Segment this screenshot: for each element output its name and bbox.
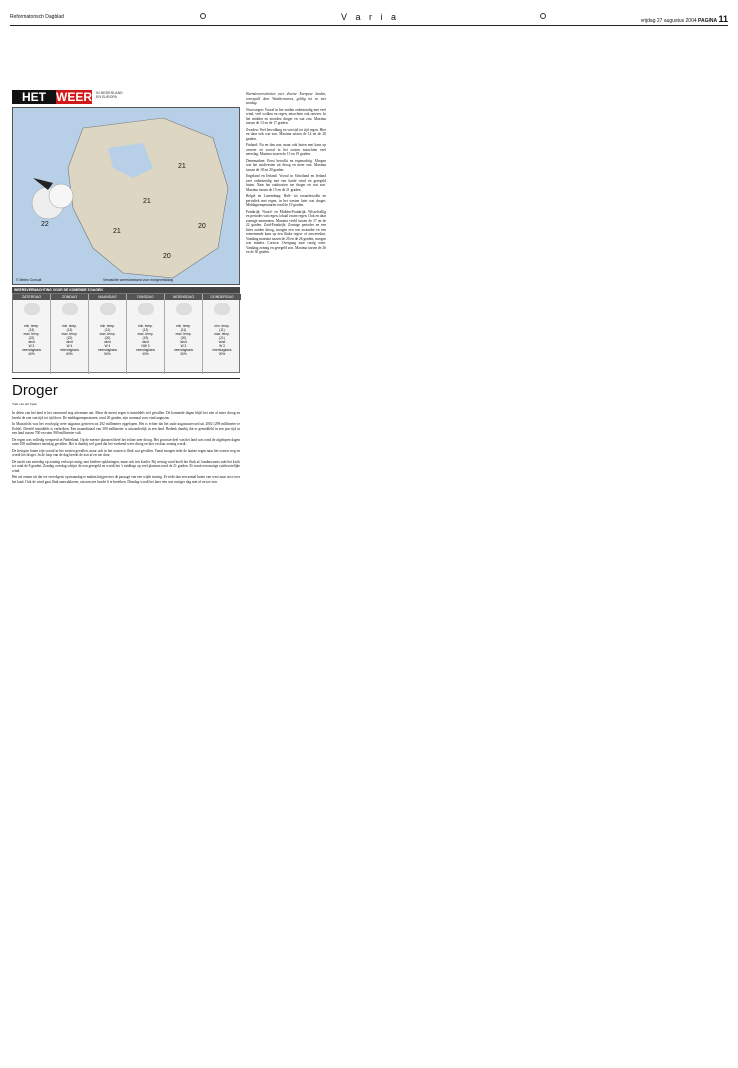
forecast-rain: 50% [104, 352, 111, 356]
paragraph: In Maastricht was het voorlopig weer augustus gesteren tot 292 millimeter opgelopen. Het is echter dat het oude augustusrecord uit 2002 (298 millimeter te Eelde). Dreefel inmiddels is verbroken. Een maandtotaal van 300 millimeter is uitzonderlijk in een land. Bedenk daarbij dat er gemiddeld in een jaar tijd in een land tussen 700 en ruim 900 millimeter valt. [12, 422, 240, 436]
netherlands-weather-map [12, 107, 240, 285]
paragraph: Zweden: Veel bewolking en van tijd tot tijd regen. Hier en daar ook wat zon. Maxima tussen de 14 en de 20 graden. [246, 127, 326, 141]
forecast-day-label: DONDERDAG [203, 294, 241, 300]
forecast-max: (22) [66, 336, 73, 340]
paragraph: Frankrijk: Noord- en Midden-Frankrijk: Wisselvallig en periodes van regen, lokaal zware regen. Ook en daar zonnige momenten. Maxima veeld tussen de 17 en de 22 graden. Zuid-Frankrijk: Zonnige periodes en een bries zuiden droog, morgen een wat zwaarder en een toenemende kans op een flinke regen- of onweersbui. Vandaag maxima tussen de 20 en de 26 graden, morgen wat minder. Corsica: Overgang naar rustig weer. Vandaag zonnig en geregeld zon. Maxima tussen de 26 en de 30 graden. [246, 209, 326, 254]
paragraph: Het zet ernaar uit dat we vervolgens op maandag te maken krijgen met de passage van een wijde storing. Er trekt dan een aantal buien van west naar oost over het land. Ook de wind gaat flink aanwakkeren, om aan zee kracht 6 te bereiken. Dinsdag wordt het later een wat rustiger dag met af en toe zon. [12, 475, 240, 484]
forecast-rain: 30% [180, 352, 187, 356]
forecast-rain-label: neerslagkans [22, 348, 41, 352]
svg-text:22: 22 [41, 221, 49, 228]
forecast-wind-label: wind [218, 340, 226, 344]
forecast-wind-label: wind [66, 340, 73, 344]
forecast-min: (11) [180, 328, 187, 332]
forecast-rain: 30% [218, 352, 226, 356]
svg-text:20: 20 [163, 253, 171, 260]
forecast-max: (20) [180, 336, 187, 340]
paragraph: De hevigste buien zijn vooral in het westen gevallen, maar ook in het oosten is flink wat gevallen. Vanaf morgen trekt de laatste regen naar het oosten weg en wordt het droger. In de loop van de dag breekt de zon af en toe door. [12, 448, 240, 458]
forecast-max: (22) [28, 336, 35, 340]
paragraph: In delen van het land is het vanavond nog uitermate nat. Maar de meest regen is inmiddels wel gevallen. De komende dagen blijft het niet al meer droog en breekt de zon van tijd tot tijd door. De middagtemperaturen, rond 20 graden, zijn normaal voor eind augustus. [12, 411, 240, 420]
forecast-day-label: ZONDAG [51, 294, 88, 300]
cloud-icon [176, 303, 192, 315]
forecast-wind-label: wind [142, 340, 149, 344]
forecast-max: (19) [142, 336, 149, 340]
forecast-max-label: max. temp. [99, 332, 116, 336]
forecast-rain-label: neerslagkans [60, 348, 79, 352]
weather-logo-het: HET [12, 90, 56, 104]
cloud-icon [24, 303, 40, 315]
forecast-min: (12) [142, 328, 149, 332]
masthead-page-number: 11 [718, 14, 728, 24]
cloud-icon [138, 303, 154, 315]
forecast-wind: NW 3 [141, 344, 150, 348]
forecast-day [203, 294, 241, 374]
paragraph: Denemarken: Eerst bewolkt en regenachtig. Morgen wat het zuidwesten uit droog en meer zon. Maxima tussen de 18 en 20 graden. [246, 158, 326, 172]
cloud-icon [62, 303, 78, 315]
forecast-max-label: max. temp. [61, 332, 78, 336]
forecast-min-label: min. temp. [214, 324, 230, 328]
masthead-date-page [641, 14, 728, 24]
forecast-wind-label: wind [104, 340, 111, 344]
weather-logo-subtitle [96, 91, 123, 99]
paragraph: Engeland en Ierland: Vooral in Schotland en Ierland zeer onbestendig met een harde wind en geregeld buien. Naar het zuidoosten toe droger en wat zon. Maxima tussen de 15 en de 21 graden. [246, 174, 326, 192]
droger-title: Droger [12, 378, 240, 399]
forecast-wind: W 3 [219, 344, 225, 348]
registration-mark-icon [540, 13, 546, 19]
weather-sub-line1: IN NEDERLAND [96, 91, 123, 95]
forecast-day-label: DINSDAG [127, 294, 164, 300]
masthead-paper-name: Reformatorisch Dagblad [10, 14, 64, 20]
forecast-wind: W 3 [180, 344, 187, 348]
forecast-max: (21) [219, 336, 225, 340]
paragraph: Noorwegen: Vooral in het zuiden onbestendig met veel wind, veel wolken en regen, misschien ook onweer. In het midden en noorden droger en wat zon. Maxima tussen de 13 en de 17 graden. [246, 107, 326, 125]
forecast-rain: 40% [142, 352, 149, 356]
masthead-date: vrijdag 27 augustus 2004 [640, 18, 697, 24]
forecast-rain-label: neerslagkans [212, 348, 232, 352]
paragraph: De regen was volledig verspreid in Nederland. Op de meeste plaatsen bleef het echter zeer droog. Het grootste deel van het land was rond de afgelopen dagen ruim 100 millimeter neerslag gevallen. Het is daarbij wel goed dat het weekend weer droog en hier en daar zonnig wordt. [12, 437, 240, 447]
forecast-rain-label: neerslagkans [136, 348, 155, 352]
forecast-min-label: min. temp. [176, 324, 191, 328]
forecast-max-label: max. temp. [137, 332, 154, 336]
forecast-min-label: min. temp. [24, 324, 39, 328]
forecast-min: (13) [28, 328, 35, 332]
droger-author: Tom van der Spek [12, 402, 37, 406]
forecast-min-label: min. temp. [138, 324, 153, 328]
droger-article [12, 378, 240, 484]
svg-text:21: 21 [178, 163, 186, 170]
forecast-day-label: ZATERDAG [13, 294, 50, 300]
forecast-max: (20) [104, 336, 111, 340]
weather-logo-weer: WEER [56, 90, 92, 104]
cloud-icon [100, 303, 116, 315]
weather-sub-line2: EN EUROPA [96, 95, 117, 100]
forecast-wind: W 4 [104, 344, 111, 348]
forecast-wind: W 3 [28, 344, 35, 348]
europe-column-1 [246, 92, 326, 255]
masthead [10, 12, 728, 26]
masthead-page-label: PAGINA [698, 18, 718, 24]
europe-intro: Warmteoverschotten over diverse Europese landen, voorspeld door Weatherunews, geldig tot en met zondag. [246, 92, 326, 105]
forecast-day-label: WOENSDAG [165, 294, 202, 300]
svg-text:20: 20 [198, 223, 206, 230]
map-caption: Verwachte weerstoestand voor morgenmiddag [103, 277, 173, 282]
forecast-wind-label: wind [180, 340, 187, 344]
forecast-day-label: MAANDAG [89, 294, 126, 300]
forecast-min: (12) [104, 328, 111, 332]
forecast-rain-label: neerslagkans [98, 348, 117, 352]
paragraph: Finland: Nu en dan zon, maar ook buien met kans op onweer en vooral in het oosten misschien veel neerslag. Maxima tussen de 13 en 19 graden. [246, 143, 326, 156]
forecast-max-label: max. temp. [214, 332, 230, 336]
map-credit: © Meteo Consult [16, 277, 42, 282]
forecast-max-label: max. temp. [175, 332, 192, 336]
masthead-section: V a r i a [340, 12, 399, 22]
svg-text:21: 21 [113, 228, 121, 235]
forecast-min: (11) [219, 328, 225, 332]
forecast-wind-label: wind [28, 340, 35, 344]
paragraph: De nacht van zaterdag op zondag verloopt rustig, met bredere opklaringen, maar ook iets koeler. Bij weinig wind koelt het flink af, landinwaarts zakt het kwik tot rond de 8 graden. Zondag overdag schijnt de zon geregeld en wordt het 's middags op veel plaatsen rond de 21 graden. Er waait een matige zuidwestelijke wind. [12, 459, 240, 473]
forecast-rain: 40% [28, 352, 35, 356]
forecast-day [127, 294, 165, 374]
forecast-day [165, 294, 203, 374]
forecast-min-label: min. temp. [100, 324, 115, 328]
forecast-strip [12, 293, 240, 373]
forecast-min: (13) [66, 328, 73, 332]
forecast-day [13, 294, 51, 374]
forecast-day [89, 294, 127, 374]
svg-text:21: 21 [143, 198, 151, 205]
forecast-day [51, 294, 89, 374]
cloud-icon [214, 303, 230, 315]
forecast-rain-label: neerslagkans [174, 348, 193, 352]
forecast-max-label: max. temp. [23, 332, 40, 336]
netherlands-map-svg [13, 108, 240, 285]
forecast-rain: 60% [66, 352, 73, 356]
forecast-wind: W 4 [66, 344, 73, 348]
registration-mark-icon [200, 13, 206, 19]
forecast-min-label: min. temp. [62, 324, 77, 328]
paragraph: België en Luxemburg: Half- tot zwaarbewolkt en periodiek met regen, in het westen later wat droger. Middagtemperaturen rond de 19 graden. [246, 194, 326, 207]
weather-header [12, 90, 132, 106]
forecast-title: WEERSVERWACHTING VOOR DE KOMENDE 5 DAGEN [12, 287, 240, 293]
